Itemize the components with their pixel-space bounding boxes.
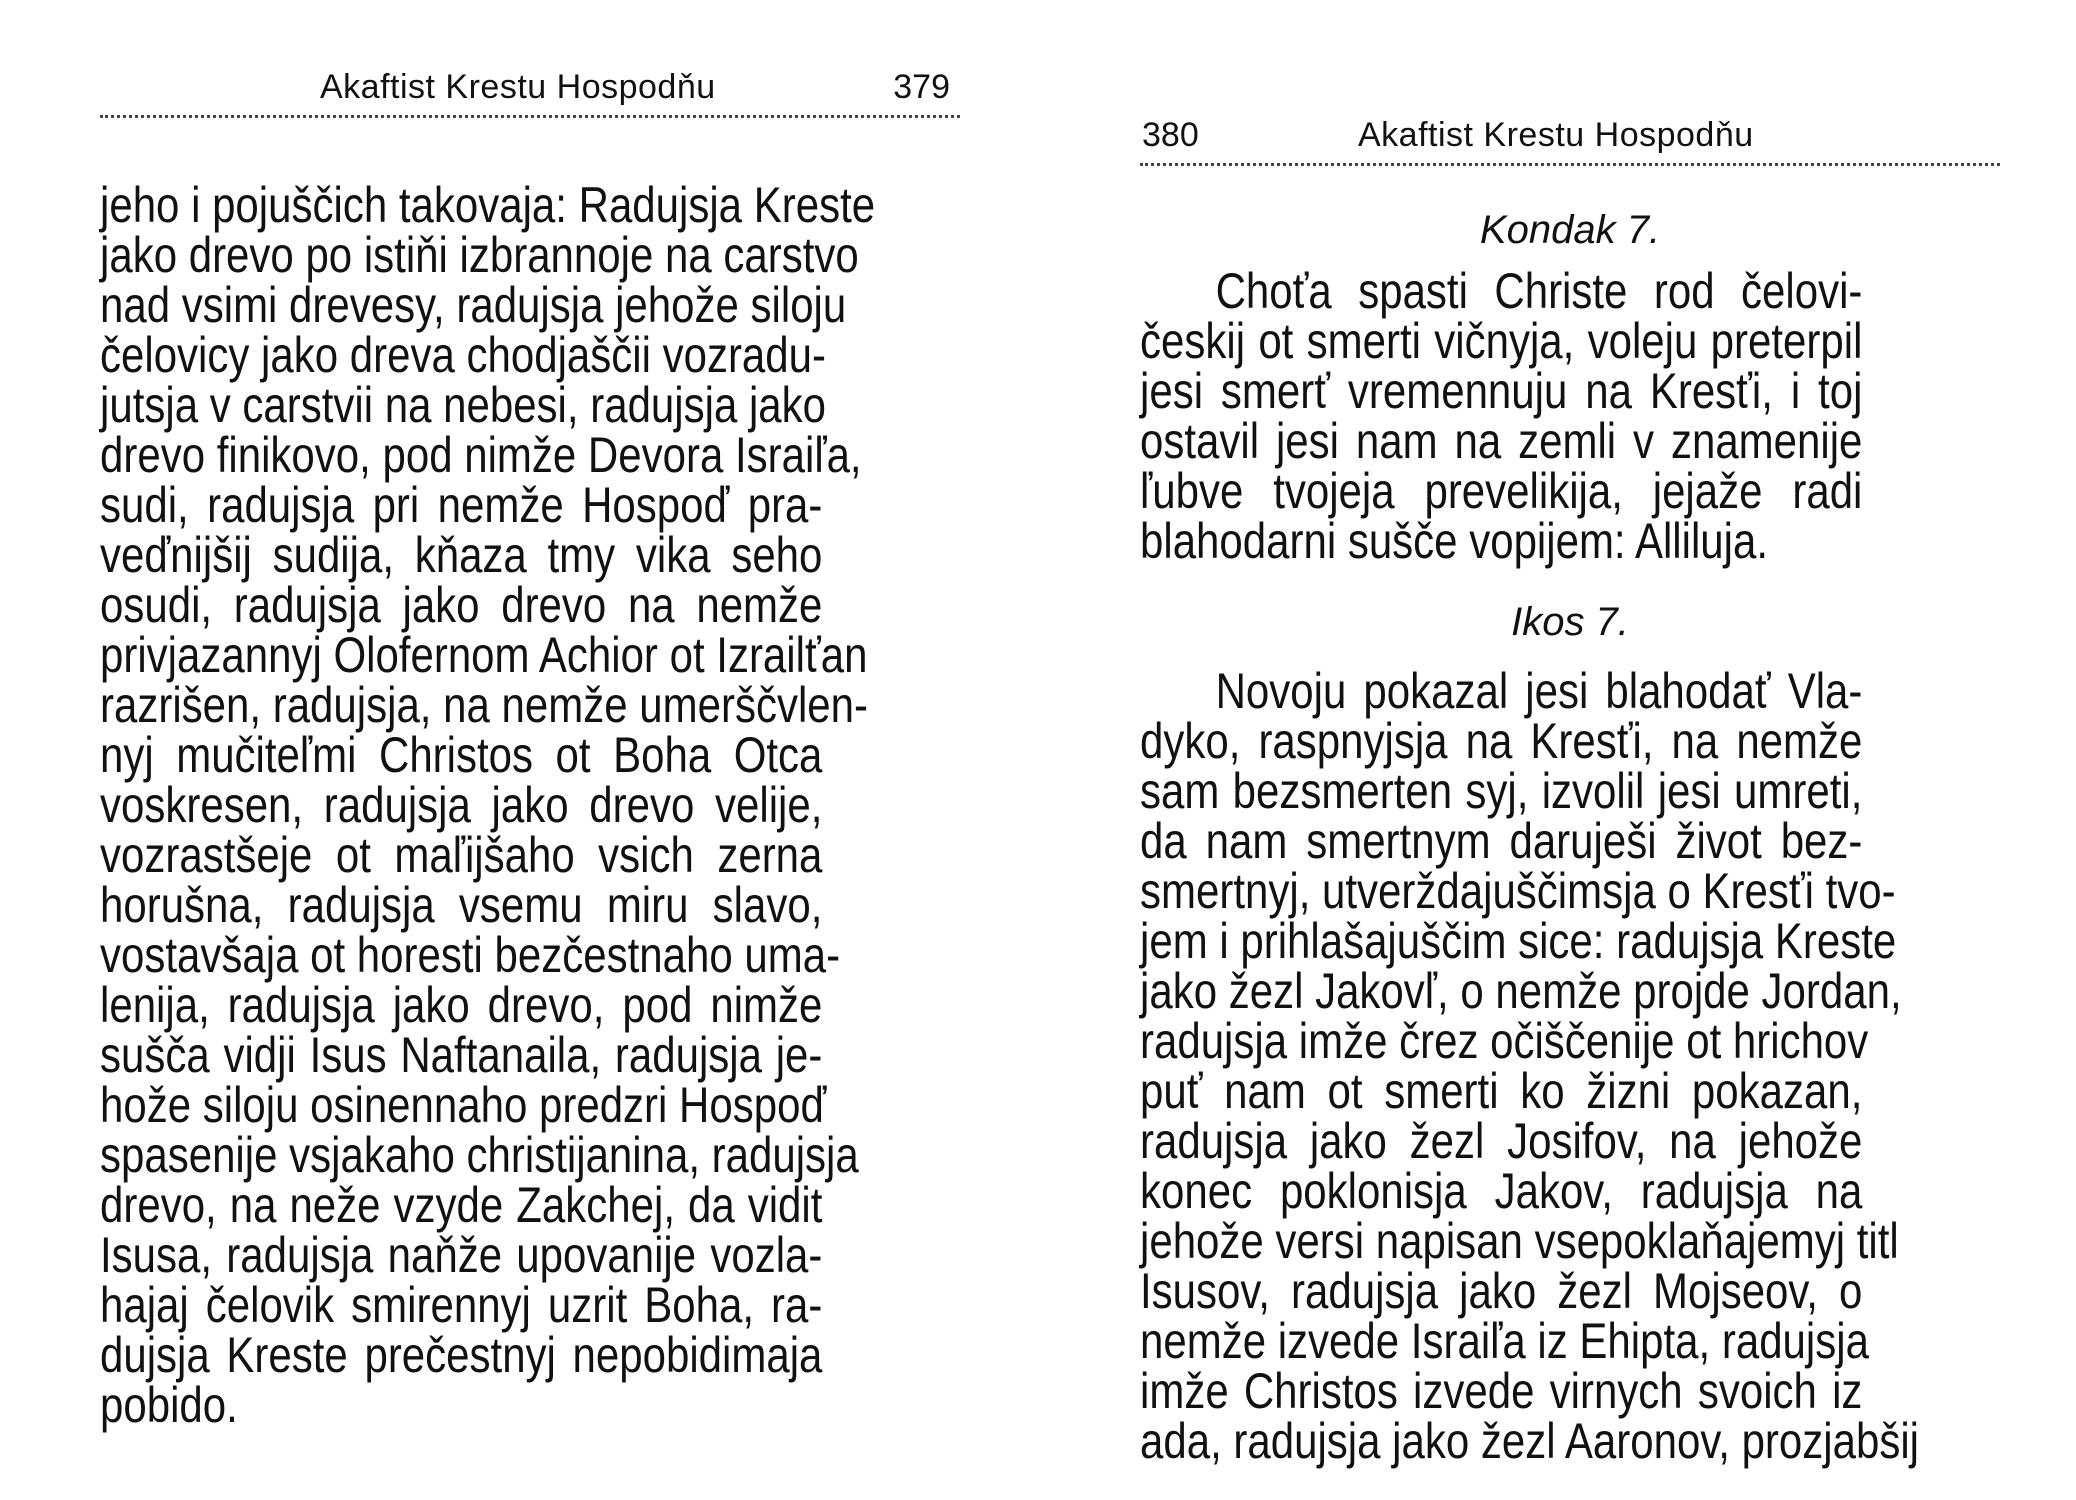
text-line: dujsja Kreste prečestnyj nepobidimaja: [100, 1327, 823, 1383]
right-page-header: [1140, 96, 2000, 166]
text-line: ľubve tvojeja prevelikija, jejaže radi: [1140, 463, 1863, 519]
text-line: čelovicy jako dreva chodjaščii vozradu-: [100, 327, 827, 383]
text-line: Choťa spasti Christe rod čelovi-: [1215, 263, 1863, 319]
text-line: pobido.: [100, 1377, 238, 1433]
text-line: razrišen, radujsja, na nemže umerščvlen-: [100, 677, 868, 733]
running-title: Akaftist Krestu Hospodňu: [1358, 116, 1754, 154]
text-line: veďnijšij sudija, kňaza tmy vika seho: [100, 527, 823, 583]
text-line: voskresen, radujsja jako drevo velije,: [100, 777, 823, 833]
text-line: dyko, raspnyjsja na Kresťi, na nemže: [1140, 713, 1863, 769]
text-line: ada, radujsja jako žezl Aaronov, prozjabšij: [1140, 1413, 1919, 1469]
text-line: Novoju pokazal jesi blahodať Vla-: [1215, 663, 1863, 719]
text-line: osudi, radujsja jako drevo na nemže: [100, 577, 823, 633]
text-line: nad vsimi drevesy, radujsja jehože siloju: [100, 277, 847, 333]
kondak-heading: Kondak 7.: [1479, 208, 1661, 252]
text-line: jeho i pojuščich takovaja: Radujsja Kreste: [100, 177, 876, 233]
left-page-header: [100, 48, 960, 118]
left-page: [100, 0, 960, 1500]
text-line: radujsja jako žezl Josifov, na jehože: [1140, 1113, 1863, 1169]
page-number: 380: [1142, 116, 1199, 154]
text-line: vozrastšeje ot maľijšaho vsich zerna: [100, 827, 823, 883]
text-line: sam bezsmerten syj, izvolil jesi umreti,: [1140, 763, 1863, 819]
text-line: jesi smerť vremennuju na Kresťi, i toj: [1140, 363, 1863, 419]
text-line: Isusov, radujsja jako žezl Mojseov, o: [1140, 1263, 1863, 1319]
text-line: imže Christos izvede virnych svoich iz: [1140, 1363, 1863, 1419]
text-line: jehože versi napisan vsepoklaňajemyj titl: [1140, 1213, 1899, 1269]
text-line: privjazannyj Olofernom Achior ot Izrailťan: [100, 627, 868, 683]
text-line: sudi, radujsja pri nemže Hospoď pra-: [100, 477, 823, 533]
header-dotted-rule: [100, 115, 960, 118]
text-line: da nam smertnym daruješi život bez-: [1140, 813, 1863, 869]
text-line: smertnyj, utverždajuščimsja o Kresťi tvo-: [1140, 863, 1896, 919]
text-line: spasenije vsjakaho christijanina, radujsja: [100, 1127, 859, 1183]
text-line: jako drevo po istiňi izbrannoje na carstvo: [100, 227, 859, 283]
text-line: horušna, radujsja vsemu miru slavo,: [100, 877, 823, 933]
text-line: českij ot smerti vičnyja, voleju preterpil: [1140, 313, 1863, 369]
running-title: Akaftist Krestu Hospodňu: [320, 68, 716, 106]
text-line: lenija, radujsja jako drevo, pod nimže: [100, 977, 823, 1033]
text-line: radujsja imže črez očiščenije ot hrichov: [1140, 1013, 1869, 1069]
text-line: drevo, na neže vzyde Zakchej, da vidit: [100, 1177, 823, 1233]
text-line: jutsja v carstvii na nebesi, radujsja jako: [100, 377, 827, 433]
ikos-heading: Ikos 7.: [1511, 600, 1629, 644]
page-number: 379: [893, 68, 950, 106]
text-line: vostavšaja ot horesti bezčestnaho uma-: [100, 927, 841, 983]
text-line: nemže izvede Israiľa iz Ehipta, radujsja: [1140, 1313, 1869, 1369]
text-line: jem i prihlašajuščim sice: radujsja Kreste: [1140, 913, 1897, 969]
text-line: jako žezl Jakovľ, o nemže projde Jordan,: [1140, 963, 1902, 1019]
text-line: hože siloju osinennaho predzri Hospoď: [100, 1077, 827, 1133]
header-dotted-rule: [1140, 163, 2000, 166]
text-line: sušča vidji Isus Naftanaila, radujsja je-: [100, 1027, 823, 1083]
text-line: ostavil jesi nam na zemli v znamenije: [1140, 413, 1863, 469]
text-line: nyj mučiteľmi Christos ot Boha Otca: [100, 727, 823, 783]
text-line: blahodarni sušče vopijem: Alliluja.: [1140, 513, 1769, 569]
text-line: hajaj čelovik smirennyj uzrit Boha, ra-: [100, 1277, 823, 1333]
text-line: puť nam ot smerti ko žizni pokazan,: [1140, 1063, 1863, 1119]
text-line: Isusa, radujsja naňže upovanije vozla-: [100, 1227, 823, 1283]
right-page: [1140, 0, 2000, 1500]
text-line: konec poklonisja Jakov, radujsja na: [1140, 1163, 1863, 1219]
text-line: drevo finikovo, pod nimže Devora Israiľa,: [100, 427, 862, 483]
